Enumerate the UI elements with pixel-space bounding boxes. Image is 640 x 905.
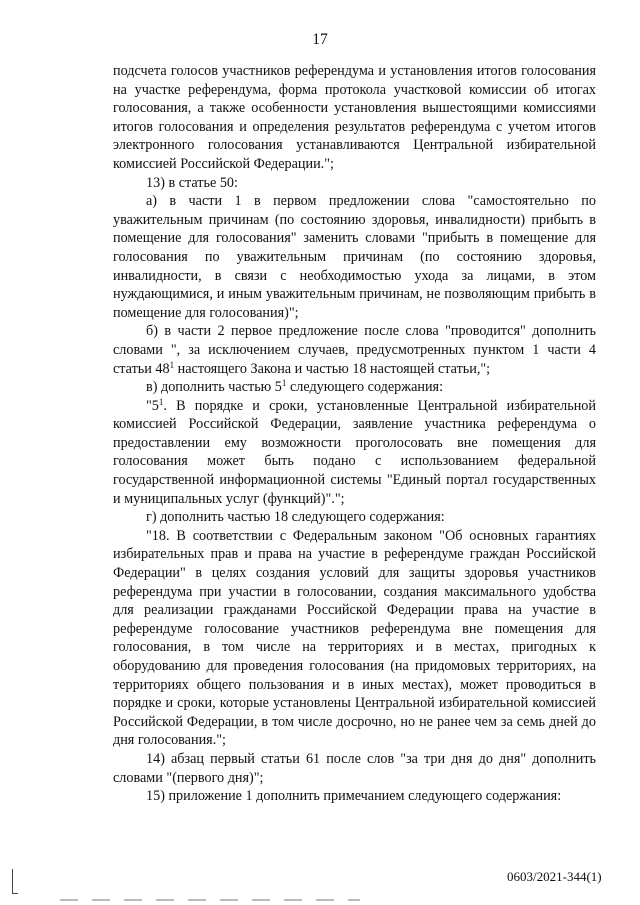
document-code: 0603/2021-344(1) xyxy=(507,869,602,884)
paragraph-subitem-v xyxy=(113,378,596,397)
superscript: 1 xyxy=(158,396,164,407)
paragraph-quote-part-18: "18. В соответствии с Федеральным законом "Об основных гарантиях избирательных прав и права на участие в референдуме граждан Российской Федерации" в целях создания условий для защиты здоровья участников референдума при участии в голосовании, создания максимального удобства для реализации гражданами Российской Федерации права на участие в референдуме голосование участников референдума вне помещения для голосования, в том числе на территориях и в местах, пригодных к оборудованию для проведения голосования (на придомовых территориях, на территориях общего пользования и в иных местах), может проводиться в порядке и сроки, которые установлены Центральной избирательной комиссией Российской Федерации, в том числе досрочно, но не ранее чем за семь дней до дня голосования."; xyxy=(113,527,596,749)
paragraph-item-13: 13) в статье 50: xyxy=(146,174,238,191)
quote-5-1-text: . В порядке и сроки, установленные Центральной избирательной комиссией Российской Федерации, заявление участника референдума о предоставлении ему возможности проголосовать вне помещения для голосования может быть подано с использованием федеральной государственной информационной системы "Единый портал государственных и муниципальных услуг (функций)"."; xyxy=(113,397,596,507)
quote-5-1-start: "5 xyxy=(146,397,159,414)
superscript: 1 xyxy=(169,359,175,370)
paragraph-item-15: 15) приложение 1 дополнить примечанием следующего содержания: xyxy=(146,788,562,805)
page-number: 17 xyxy=(312,31,328,48)
paragraph-continuation: подсчета голосов участников референдума и установления итогов голосования на участке референдума, форма протокола участковой комиссии об итогах голосования, а также особенности установления вышестоящими комиссиями итогов голосования и определения результатов референдума с учетом итогов электронного голосования устанавливаются Центральной избирательной комиссией Российской Федерации."; xyxy=(113,63,596,172)
paragraph-subitem-a: а) в части 1 в первом предложении слова "самостоятельно по уважительным причинам (по состоянию здоровья, инвалидности) прибыть в помещение для голосования" заменить словами "прибыть в помещение для голосования по уважительным причинам (по состоянию здоровья, инвалидности, в связи с необходимостью ухода за лицами, в этом нуждающимися, и иным уважительным причинам, не позволяющим прибыть в помещение для голосования)"; xyxy=(113,193,596,321)
paragraph-item-14: 14) абзац первый статьи 61 после слов "за три дня до дня" дополнить словами "(первого дня)"; xyxy=(113,750,596,786)
paragraph-subitem-b-text-end: настоящего Закона и частью 18 настоящей статьи,"; xyxy=(174,360,491,377)
document-body xyxy=(113,62,596,806)
paragraph-subitem-v-text-end: следующего содержания: xyxy=(286,379,444,396)
paragraph-subitem-g: г) дополнить частью 18 следующего содержания: xyxy=(146,509,445,526)
superscript: 1 xyxy=(281,378,287,389)
paragraph-quote-part-5-1 xyxy=(113,397,596,509)
paragraph-subitem-b xyxy=(113,322,596,378)
paragraph-subitem-v-text: в) дополнить частью 5 xyxy=(146,379,282,396)
scan-margin-mark xyxy=(12,869,18,894)
paragraph-subitem-b-text: б) в части 2 первое предложение после слова "проводится" дополнить словами ", за исключением случаев, предусмотренных пунктом 1 части 4 статьи 48 xyxy=(113,323,596,377)
scan-bottom-edge xyxy=(60,899,360,901)
